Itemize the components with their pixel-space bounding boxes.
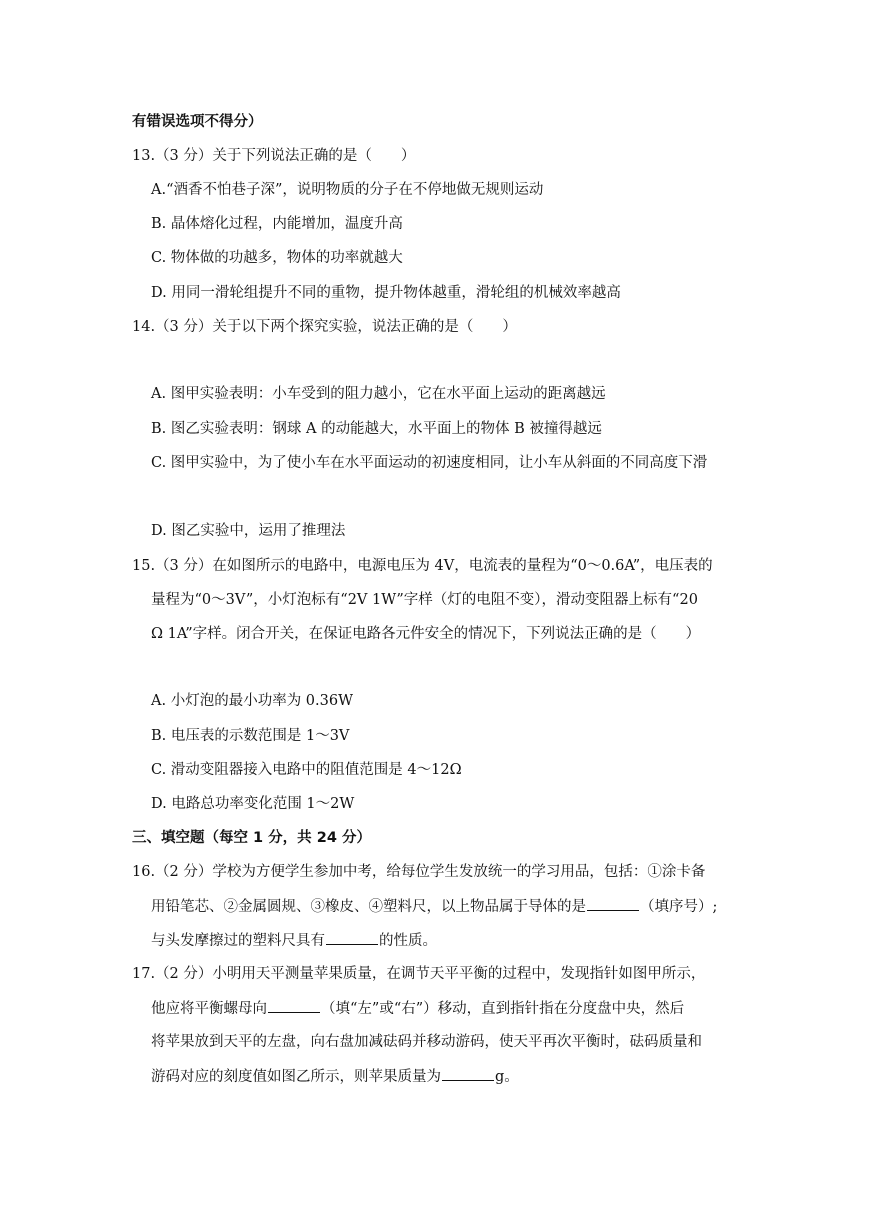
q14-option-d: D. 图乙实验中，运用了推理法 [151, 523, 346, 539]
q14-option-a: A. 图甲实验表明：小车受到的阻力越小，它在水平面上运动的距离越远 [151, 386, 606, 402]
q17-line-4-text-a: 游码对应的刻度值如图乙所示，则苹果质量为 [151, 1069, 441, 1085]
q13-option-b: B. 晶体熔化过程，内能增加，温度升高 [151, 216, 403, 232]
q16-line-1: 16.（2 分）学校为方便学生参加中考，给每位学生发放统一的学习用品，包括：①涂卡备 [132, 864, 706, 880]
q16-line-2-text-b: （填序号）; [640, 899, 718, 915]
q17-line-1: 17.（2 分）小明用天平测量苹果质量，在调节天平平衡的过程中，发现指针如图甲所示， [132, 966, 706, 982]
q13-option-a: A.“酒香不怕巷子深”，说明物质的分子在不停地做无规则运动 [151, 182, 544, 198]
q15-option-c: C. 滑动变阻器接入电路中的阻值范围是 4～12Ω [151, 762, 462, 778]
q14-option-c: C. 图甲实验中，为了使小车在水平面运动的初速度相同，让小车从斜面的不同高度下滑 [151, 455, 708, 471]
q13-option-c: C. 物体做的功越多，物体的功率就越大 [151, 250, 403, 266]
section-note: 有错误选项不得分） [132, 114, 263, 130]
q17-line-4-text-b: g。 [495, 1069, 519, 1085]
q15-option-d: D. 电路总功率变化范围 1～2W [151, 796, 355, 812]
answer-blank[interactable] [442, 1066, 494, 1081]
answer-blank[interactable] [326, 930, 378, 945]
q15-stem-line-1: 15.（3 分）在如图所示的电路中，电源电压为 4V，电流表的量程为“0～0.6A”，电压表的 [132, 558, 713, 574]
q17-line-4 [151, 1066, 519, 1087]
q17-line-2 [151, 998, 684, 1019]
q16-line-2 [151, 896, 717, 917]
q14-option-b: B. 图乙实验表明：钢球 A 的动能越大，水平面上的物体 B 被撞得越远 [151, 421, 602, 437]
q17-line-2-text-a: 他应将平衡螺母向 [151, 1001, 267, 1017]
answer-blank[interactable] [268, 998, 320, 1013]
q15-option-a: A. 小灯泡的最小功率为 0.36W [151, 693, 353, 709]
section-3-title: 三、填空题（每空 1 分，共 24 分） [132, 830, 371, 846]
q13-option-d: D. 用同一滑轮组提升不同的重物，提升物体越重，滑轮组的机械效率越高 [151, 285, 621, 301]
q15-option-b: B. 电压表的示数范围是 1～3V [151, 728, 350, 744]
q17-line-2-text-b: （填“左”或“右”）移动，直到指针指在分度盘中央，然后 [321, 1001, 685, 1017]
q16-line-3-text-b: 的性质。 [379, 933, 437, 949]
q13-stem: 13.（3 分）关于下列说法正确的是（ ） [132, 148, 416, 164]
q16-line-3-text-a: 与头发摩擦过的塑料尺具有 [151, 933, 325, 949]
answer-blank[interactable] [587, 896, 639, 911]
q15-stem-line-2: 量程为“0～3V”，小灯泡标有“2V 1W”字样（灯的电阻不变），滑动变阻器上标有“20 [151, 592, 698, 608]
q17-line-3: 将苹果放到天平的左盘，向右盘加减砝码并移动游码，使天平再次平衡时，砝码质量和 [151, 1034, 702, 1050]
q16-line-3 [151, 930, 437, 951]
q14-stem: 14.（3 分）关于以下两个探究实验，说法正确的是（ ） [132, 319, 517, 335]
q15-stem-line-3: Ω 1A”字样。闭合开关，在保证电路各元件安全的情况下，下列说法正确的是（ ） [151, 626, 701, 642]
q16-line-2-text-a: 用铅笔芯、②金属圆规、③橡皮、④塑料尺，以上物品属于导体的是 [151, 899, 586, 915]
